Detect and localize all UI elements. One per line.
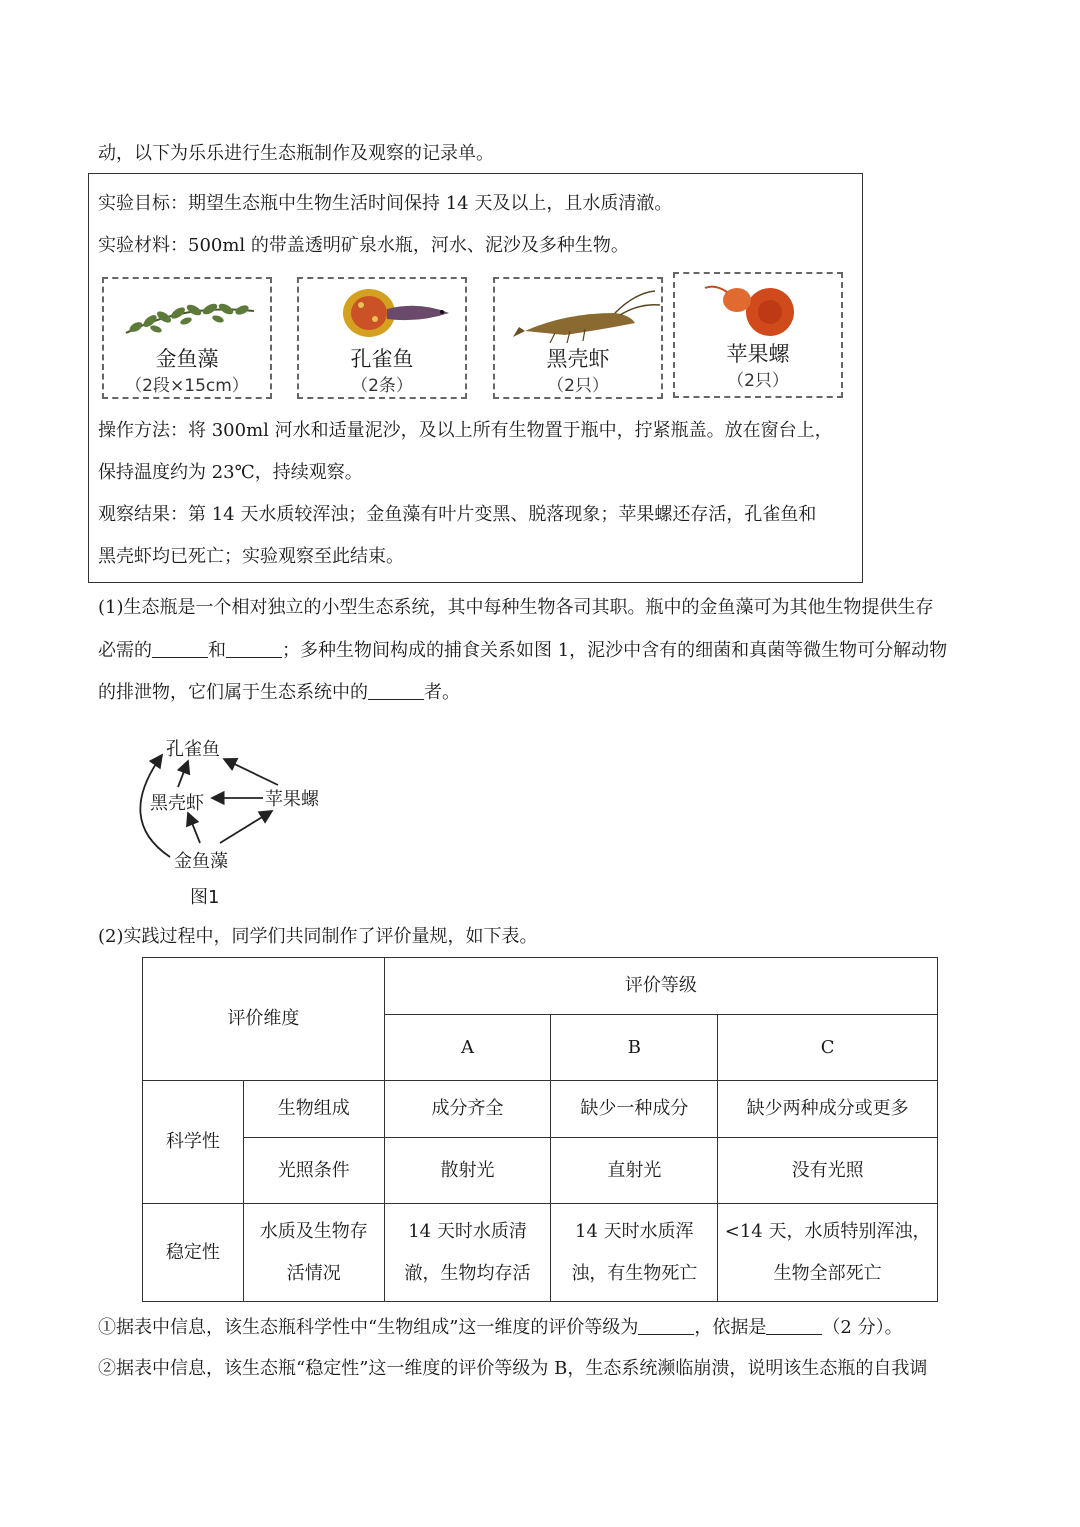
organism-quantity: （2只） — [547, 376, 609, 396]
table-cell: 成分齐全 — [384, 1081, 551, 1138]
q2-intro: (2)实践过程中，同学们共同制作了评价量规，如下表。 — [98, 926, 538, 947]
answer-blank[interactable] — [638, 1316, 694, 1335]
food-web-node-snail: 苹果螺 — [265, 789, 319, 810]
level-b: B — [551, 1015, 718, 1081]
record-result-line-1: 观察结果：第 14 天水质较浑浊；金鱼藻有叶片变黑、脱落现象；苹果螺还存活，孔雀鱼和 — [98, 504, 817, 525]
evaluation-rubric-table — [142, 957, 938, 1302]
q2-sub2: ②据表中信息，该生态瓶“稳定性”这一维度的评价等级为 B，生态系统濒临崩溃，说明该生态瓶的自我调 — [98, 1358, 928, 1379]
record-materials: 实验材料：500ml 的带盖透明矿泉水瓶，河水、泥沙及多种生物。 — [98, 235, 629, 256]
sub-dimension: 生物组成 — [243, 1081, 384, 1138]
hornwort-image — [104, 283, 274, 345]
q1-text: 者。 — [424, 682, 460, 703]
food-web-arrows — [120, 725, 360, 910]
q1-text: 和 — [208, 640, 226, 661]
food-web-figure — [120, 725, 360, 910]
food-web-node-shrimp: 黑壳虾 — [150, 793, 204, 814]
level-c: C — [718, 1015, 938, 1081]
apple-snail-image — [675, 278, 845, 340]
table-cell: 直射光 — [551, 1138, 718, 1204]
answer-blank[interactable] — [152, 639, 208, 658]
q1-line-3 — [98, 681, 460, 704]
shrimp-image — [495, 283, 665, 345]
answer-blank[interactable] — [766, 1316, 822, 1335]
organism-name: 黑壳虾 — [546, 347, 610, 371]
q1-text: 的排泄物，它们属于生态系统中的 — [98, 682, 368, 703]
organism-name: 金鱼藻 — [155, 347, 219, 371]
organism-name: 苹果螺 — [726, 342, 790, 366]
table-cell: <14 天，水质特别浑浊， 生物全部死亡 — [718, 1204, 938, 1302]
q2-text: （2 分）。 — [822, 1317, 903, 1338]
q1-text: 必需的 — [98, 640, 152, 661]
table-header-dimension: 评价维度 — [143, 958, 385, 1081]
table-header-level: 评价等级 — [384, 958, 937, 1015]
figure-caption: 图1 — [190, 887, 220, 908]
q2-sub1 — [98, 1316, 903, 1339]
sub-dimension: 水质及生物存 活情况 — [243, 1204, 384, 1302]
organism-card-apple-snail — [673, 272, 843, 398]
table-cell: 缺少两种成分或更多 — [718, 1081, 938, 1138]
q1-line-2 — [98, 639, 947, 662]
table-cell: 散射光 — [384, 1138, 551, 1204]
intro-line: 动，以下为乐乐进行生态瓶制作及观察的记录单。 — [98, 143, 494, 164]
record-method-line-2: 保持温度约为 23℃，持续观察。 — [98, 462, 363, 483]
table-cell: 缺少一种成分 — [551, 1081, 718, 1138]
table-cell: 没有光照 — [718, 1138, 938, 1204]
food-web-node-guppy: 孔雀鱼 — [166, 739, 220, 760]
organism-quantity: （2条） — [351, 376, 413, 396]
table-cell: 14 天时水质清 澈，生物均存活 — [384, 1204, 551, 1302]
organism-card-hornwort — [102, 277, 272, 399]
organism-name: 孔雀鱼 — [350, 347, 414, 371]
level-a: A — [384, 1015, 551, 1081]
record-result-line-2: 黑壳虾均已死亡；实验观察至此结束。 — [98, 546, 404, 567]
organism-quantity: （2只） — [727, 371, 789, 391]
q1-line-1: (1)生态瓶是一个相对独立的小型生态系统，其中每种生物各司其职。瓶中的金鱼藻可为其他生物提供生存 — [98, 597, 934, 618]
answer-blank[interactable] — [226, 639, 282, 658]
q2-text: ①据表中信息，该生态瓶科学性中“生物组成”这一维度的评价等级为 — [98, 1317, 639, 1338]
organism-card-shrimp — [493, 277, 663, 399]
record-goal: 实验目标：期望生态瓶中生物生活时间保持 14 天及以上，且水质清澈。 — [98, 193, 673, 214]
table-cell: 14 天时水质浑 浊，有生物死亡 — [551, 1204, 718, 1302]
answer-blank[interactable] — [368, 681, 424, 700]
organism-card-guppy — [297, 277, 467, 399]
organism-quantity: （2段×15cm） — [125, 376, 249, 396]
group-stability: 稳定性 — [143, 1204, 244, 1302]
q1-text: ；多种生物间构成的捕食关系如图 1，泥沙中含有的细菌和真菌等微生物可分解动物 — [282, 640, 948, 661]
record-method-line-1: 操作方法：将 300ml 河水和适量泥沙，及以上所有生物置于瓶中，拧紧瓶盖。放在窗台上， — [98, 420, 833, 441]
food-web-node-hornwort: 金鱼藻 — [174, 851, 228, 872]
guppy-image — [299, 283, 469, 345]
group-scientific: 科学性 — [143, 1081, 244, 1204]
q2-text: ，依据是 — [694, 1317, 767, 1338]
sub-dimension: 光照条件 — [243, 1138, 384, 1204]
